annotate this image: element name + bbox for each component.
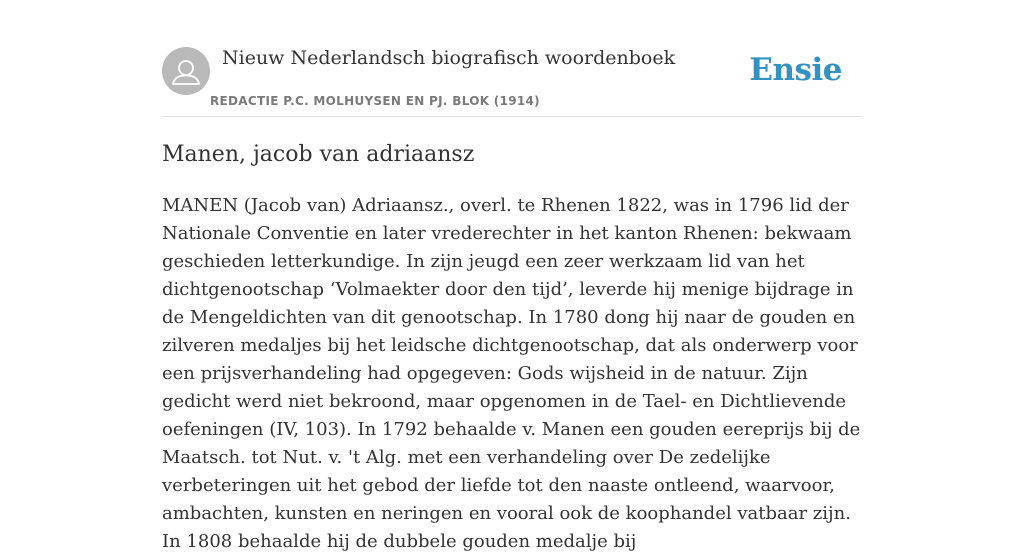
book-editors: REDACTIE P.C. MOLHUYSEN EN PJ. BLOK (1914) [210, 94, 540, 108]
ensie-logo[interactable]: Ensie [749, 52, 842, 88]
book-header [162, 46, 862, 117]
entry-body: MANEN (Jacob van) Adriaansz., overl. te Rhenen 1822, was in 1796 lid der Nationale Conventie en later vrederechter in het kanton Rhenen: bekwaam geschieden letterkundige. In zijn jeugd een zeer werkzaam lid van het dichtgenootschap ‘Volmaekter door den tijd’, leverde hij menige bijdrage in de Mengeldichten van dit genootschap. In 1780 dong hij naar de gouden en zilveren medaljes bij het leidsche dichtgenootschap, dat als onderwerp voor een prijsverhandeling had opgegeven: Gods wijsheid in de natuur. Zijn gedicht werd niet bekroond, maar opgenomen in de Tael- en Dichtlievende oefeningen (IV, 103). In 1792 behaalde v. Manen een gouden eereprijs bij de Maatsch. tot Nut. v. 't Alg. met een verhandeling over De zedelijke verbeteringen uit het gebod der liefde tot den naaste ontleend, waarvoor, ambachten, kunsten en neringen en vooral ook de koophandel vatbaar zijn. In 1808 behaalde hij de dubbele gouden medalje bij [162, 195, 861, 552]
entry-title: Manen, jacob van adriaansz [162, 142, 475, 167]
book-title[interactable]: Nieuw Nederlandsch biografisch woordenboek [222, 47, 676, 69]
user-icon[interactable] [162, 47, 210, 95]
